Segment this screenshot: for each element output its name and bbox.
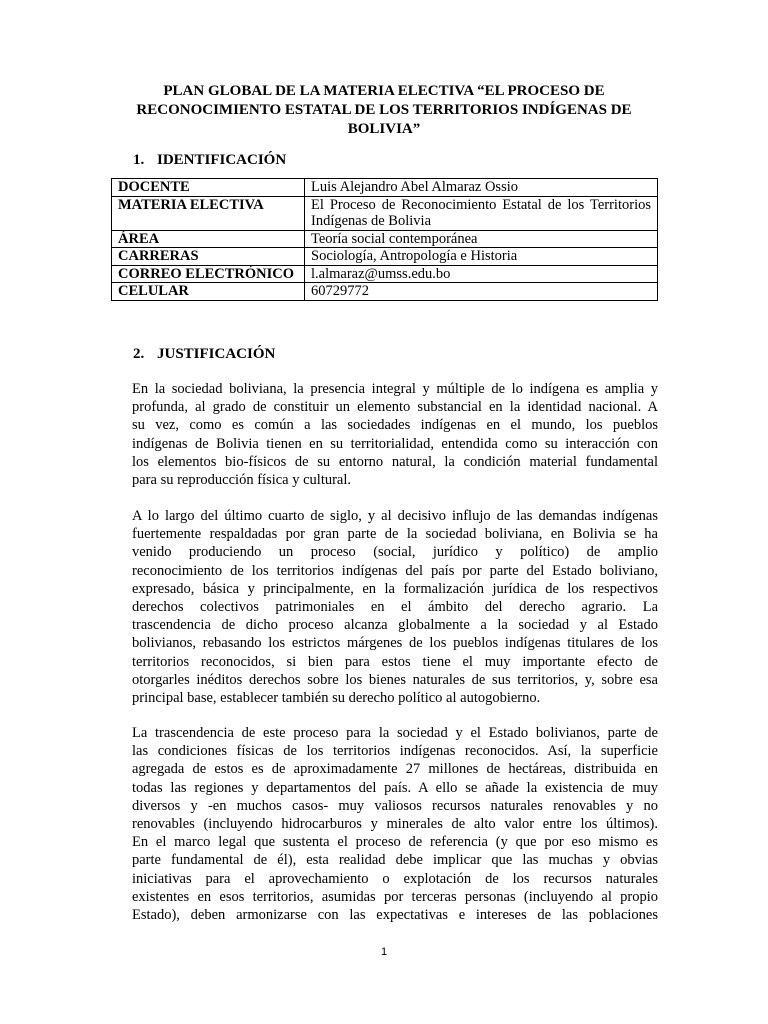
paragraph-line: las condiciones físicas de los territorios indígenas reconocidos. Así, la superficie: [132, 743, 658, 760]
paragraph-line: fuertemente respaldadas por gran parte de la sociedad boliviana, en Bolivia se ha: [132, 526, 658, 543]
paragraph-line: su vez, como es común a las sociedades indígenas en el mundo, los pueblos: [132, 417, 658, 434]
table-value: Teoría social contemporánea: [305, 230, 658, 248]
table-row: [112, 196, 658, 230]
table-row: [112, 283, 658, 301]
table-row: [112, 179, 658, 197]
paragraph-line: otorgarles inéditos derechos sobre los bienes naturales de sus territorios, y, sobre esa: [132, 671, 658, 688]
paragraph-line: agregada de estos es de aproximadamente 27 millones de hectáreas, distribuida en: [132, 761, 658, 778]
table-row: [112, 265, 658, 283]
paragraph-line: En la sociedad boliviana, la presencia integral y múltiple de lo indígena es amplia y: [132, 381, 658, 397]
section-heading-justificacion: [133, 345, 275, 363]
table-row: [112, 230, 658, 248]
paragraph-line: iniciativas para el aprovechamiento o explotación de los recursos naturales: [132, 870, 658, 887]
table-value: El Proceso de Reconocimiento Estatal de los Territorios Indígenas de Bolivia: [305, 196, 658, 230]
paragraph-line: profunda, al grado de constituir un elemento substancial en la identidad nacional. A: [132, 399, 658, 416]
paragraph-line: renovables (incluyendo hidrocarburos y minerales de alto valor entre los últimos).: [132, 816, 658, 833]
paragraph-1: [132, 380, 658, 489]
paragraph-line: En el marco legal que sustenta el proceso de referencia (y que por eso mismo es: [132, 834, 658, 851]
paragraph-line: los elementos bio-físicos de su entorno natural, la condición material fundamental: [132, 453, 658, 470]
table-key: ÁREA: [112, 230, 305, 248]
section-number: 1.: [133, 152, 145, 168]
paragraph-line: A lo largo del último cuarto de siglo, y al decisivo influjo de las demandas indígenas: [132, 508, 658, 524]
paragraph-line: Estado), deben armonizarse con las expectativas e intereses de las poblaciones: [132, 907, 658, 924]
table-value: 60729772: [305, 283, 658, 301]
paragraph-line: La trascendencia de este proceso para la sociedad y el Estado bolivianos, parte de: [132, 725, 658, 741]
section-number: 2.: [133, 346, 145, 362]
paragraph-line: todas las regiones y departamentos del país. A ello se añade la existencia de muy: [132, 779, 658, 796]
paragraph-line: derechos colectivos patrimoniales en el ámbito del derecho agrario. La: [132, 599, 658, 616]
page-number: 1: [380, 946, 388, 958]
table-row: [112, 248, 658, 266]
table-key: CORREO ELECTRÓNICO: [112, 265, 305, 283]
title-line: RECONOCIMIENTO ESTATAL DE LOS TERRITORIOS INDÍGENAS DE: [136, 102, 632, 118]
table-value: l.almaraz@umss.edu.bo: [305, 265, 658, 283]
paragraph-2: [132, 507, 658, 707]
paragraph-line: trascendencia de dicho proceso alcanza globalmente a la sociedad y al Estado: [132, 617, 658, 634]
table-value: Luis Alejandro Abel Almaraz Ossio: [305, 179, 658, 197]
paragraph-line: indígenas de Bolivia tienen en su territorialidad, entendida como su interacción con: [132, 435, 658, 452]
paragraph-line: reconocimiento de los territorios indígenas del país por parte del Estado boliviano,: [132, 562, 658, 579]
title-line: BOLIVIA”: [347, 121, 421, 137]
identification-table: [111, 178, 658, 301]
title-line: PLAN GLOBAL DE LA MATERIA ELECTIVA “EL PROCESO DE: [163, 83, 605, 99]
document-title: [120, 82, 648, 139]
table-value: Sociología, Antropología e Historia: [305, 248, 658, 266]
paragraph-line: venido produciendo un proceso (social, jurídico y político) de amplio: [132, 544, 658, 561]
table-key: DOCENTE: [112, 179, 305, 197]
table-key: CARRERAS: [112, 248, 305, 266]
paragraph-line: diversos y -en muchos casos- muy valiosos recursos naturales renovables y no: [132, 797, 658, 814]
paragraph-line: parte fundamental de él), esta realidad debe implicar que las muchas y obvias: [132, 852, 658, 869]
paragraph-line: principal base, establecer también su derecho político al autogobierno.: [132, 690, 541, 707]
section-heading-identificacion: [133, 151, 286, 169]
table-key: MATERIA ELECTIVA: [112, 196, 305, 230]
paragraph-line: territorios reconocidos, si bien para estos tiene el muy importante efecto de: [132, 653, 658, 670]
section-title: JUSTIFICACIÓN: [157, 346, 276, 362]
table-key: CELULAR: [112, 283, 305, 301]
section-title: IDENTIFICACIÓN: [157, 152, 287, 168]
paragraph-line: para su reproducción física y cultural.: [132, 472, 352, 489]
paragraph-3: [132, 724, 658, 924]
paragraph-line: expresado, básica y principalmente, en la formalización jurídica de los respectivos: [132, 580, 658, 597]
paragraph-line: bolivianos, rebasando los estrictos márgenes de los pueblos indígenas titulares de los: [132, 635, 658, 652]
paragraph-line: existentes en esos territorios, asumidas por terceras personas (incluyendo al propio: [132, 888, 658, 905]
